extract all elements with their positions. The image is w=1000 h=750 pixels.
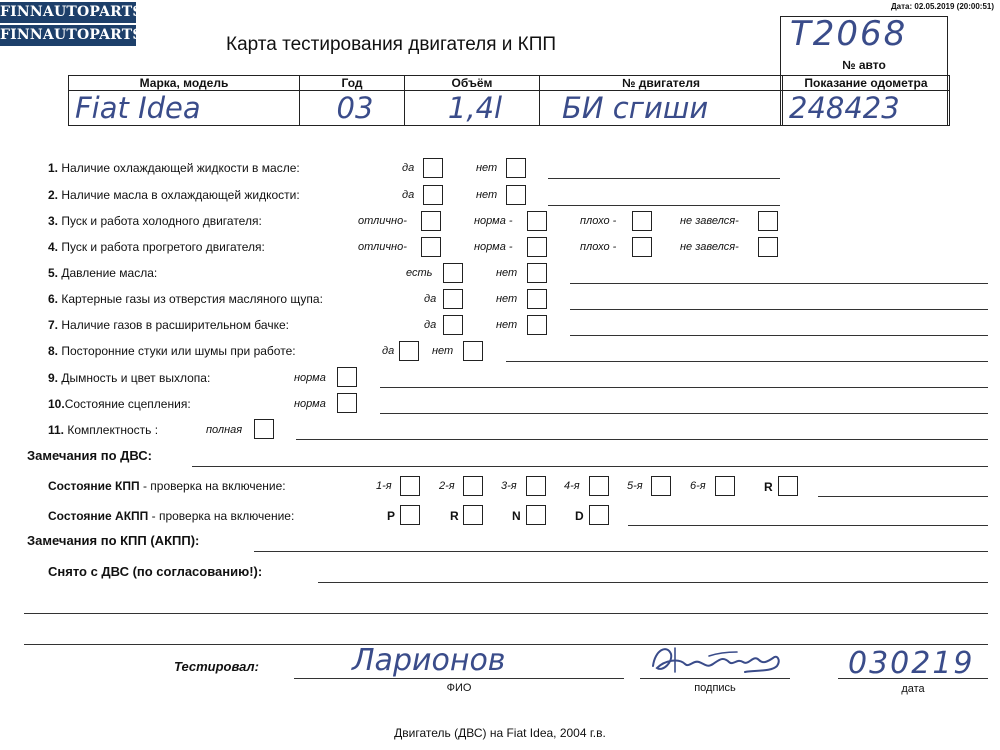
q7-yes-checkbox[interactable] [443,315,463,335]
kpp-gear-4-checkbox[interactable] [589,476,609,496]
col-odometer: Показание одометра [783,76,950,91]
date-line[interactable] [838,678,988,679]
q1-no-checkbox[interactable] [506,158,526,178]
col-engine-number: № двигателя [540,76,783,91]
q6-yes-label: да [424,293,437,305]
q11-complete-label: полная [206,424,243,436]
q4-normal-checkbox[interactable] [527,237,547,257]
q3-normal-label: норма - [474,215,513,227]
q5-no-label: нет [496,267,518,279]
kpp-gear-3-label: 3-я [501,480,517,492]
value-engine-number: БИ сгиши [540,91,783,126]
q1-notes-line[interactable] [548,178,780,179]
q5-no-checkbox[interactable] [527,263,547,283]
page-title: Карта тестирования двигателя и КПП [226,34,557,55]
q9-notes-line[interactable] [380,387,988,388]
q4-bad-checkbox[interactable] [632,237,652,257]
date-caption: дата [901,683,925,695]
tester-name-handwritten: Ларионов [352,643,506,678]
kpp-gear-1-checkbox[interactable] [400,476,420,496]
q2-yes-label: да [402,189,415,201]
vehicle-header-table [68,75,950,126]
q6-no-checkbox[interactable] [527,289,547,309]
question-9: 9. Дымность и цвет выхлопа: [48,371,211,385]
q2-notes-line[interactable] [548,205,780,206]
removed-line-1[interactable] [318,582,988,583]
akpp-mode-n-checkbox[interactable] [526,505,546,525]
fio-caption: ФИО [446,682,472,694]
signature-line[interactable] [640,678,790,679]
question-4: 4. Пуск и работа прогретого двигателя: [48,240,265,254]
q8-no-checkbox[interactable] [463,341,483,361]
kpp-gear-r-label: R [764,480,773,494]
removed-from-engine-label: Снято с ДВС (по согласованию!): [48,564,263,579]
signature-image [645,638,795,682]
kpp-gear-5-checkbox[interactable] [651,476,671,496]
question-10: 10.Состояние сцепления: [48,397,191,411]
q6-no-label: нет [496,293,518,305]
value-odometer: 248423 [783,91,950,126]
q4-bad-label: плохо - [580,241,617,253]
q1-no-label: нет [476,162,498,174]
akpp-check-label: Состояние АКПП - проверка на включение: [48,509,295,523]
value-year: 03 [300,91,405,126]
question-5: 5. Давление масла: [48,266,158,280]
value-volume: 1,4l [405,91,540,126]
question-2: 2. Наличие масла в охлаждающей жидкости: [48,188,300,202]
kpp-gear-1-label: 1-я [376,480,392,492]
kpp-gear-2-label: 2-я [439,480,455,492]
kpp-gear-3-checkbox[interactable] [526,476,546,496]
q7-notes-line[interactable] [570,335,988,336]
q4-excellent-label: отлично- [358,241,407,253]
q3-bad-checkbox[interactable] [632,211,652,231]
kpp-remarks-line[interactable] [254,551,988,552]
tester-name-line[interactable] [294,678,624,679]
q9-normal-label: норма [294,372,326,384]
q7-yes-label: да [424,319,437,331]
col-make-model: Марка, модель [69,76,300,91]
q4-not-started-checkbox[interactable] [758,237,778,257]
signature-caption: подпись [694,682,736,694]
q1-yes-label: да [402,162,415,174]
akpp-mode-p-checkbox[interactable] [400,505,420,525]
q3-not-started-checkbox[interactable] [758,211,778,231]
q11-complete-checkbox[interactable] [254,419,274,439]
question-1: 1. Наличие охлаждающей жидкости в масле: [48,161,300,175]
question-6: 6. Картерные газы из отверстия масляного щупа: [48,292,323,306]
akpp-mode-p-label: P [387,509,396,523]
q5-notes-line[interactable] [570,283,988,284]
kpp-gear-2-checkbox[interactable] [463,476,483,496]
q4-excellent-checkbox[interactable] [421,237,441,257]
removed-line-2[interactable] [24,613,988,614]
q7-no-checkbox[interactable] [527,315,547,335]
akpp-mode-r-checkbox[interactable] [463,505,483,525]
q10-normal-label: норма [294,398,326,410]
q8-notes-line[interactable] [506,361,988,362]
akpp-mode-d-checkbox[interactable] [589,505,609,525]
q3-normal-checkbox[interactable] [527,211,547,231]
akpp-mode-d-label: D [575,509,584,523]
q11-notes-line[interactable] [296,439,988,440]
kpp-gear-6-checkbox[interactable] [715,476,735,496]
engine-remarks-line[interactable] [192,466,988,467]
print-date: Дата: 02.05.2019 (20:00:51) [890,2,994,11]
brand-logo-secondary: FINNAUTOPARTS [0,25,136,46]
value-make-model: Fiat Idea [69,91,300,126]
image-caption: Двигатель (ДВС) на Fiat Idea, 2004 г.в. [394,726,606,740]
q10-normal-checkbox[interactable] [337,393,357,413]
kpp-gear-5-label: 5-я [627,480,643,492]
q2-yes-checkbox[interactable] [423,185,443,205]
col-volume: Объём [405,76,540,91]
q10-notes-line[interactable] [380,413,988,414]
akpp-mode-r-label: R [450,509,459,523]
q8-yes-label: да [382,345,395,357]
kpp-gear-r-checkbox[interactable] [778,476,798,496]
q3-bad-label: плохо - [580,215,617,227]
kpp-gear-4-label: 4-я [564,480,580,492]
q4-normal-label: норма - [474,241,513,253]
removed-line-3[interactable] [24,644,988,645]
q2-no-checkbox[interactable] [506,185,526,205]
akpp-mode-n-label: N [512,509,521,523]
auto-number-label: № авто [842,58,886,72]
q2-no-label: нет [476,189,498,201]
date-handwritten: 030219 [848,646,975,681]
q8-no-label: нет [432,345,454,357]
q5-present-label: есть [406,267,433,279]
q1-yes-checkbox[interactable] [423,158,443,178]
q3-excellent-label: отлично- [358,215,407,227]
kpp-gear-6-label: 6-я [690,480,706,492]
tested-by-label: Тестировал: [174,659,259,674]
engine-remarks-label: Замечания по ДВС: [27,448,152,463]
q4-not-started-label: не завелся- [680,241,739,253]
q8-yes-checkbox[interactable] [399,341,419,361]
q7-no-label: нет [496,319,518,331]
q3-not-started-label: не завелся- [680,215,739,227]
kpp-notes-line[interactable] [818,496,988,497]
question-11: 11. Комплектность : [48,423,159,437]
kpp-check-label: Состояние КПП - проверка на включение: [48,479,286,493]
question-7: 7. Наличие газов в расширительном бачке: [48,318,289,332]
q6-notes-line[interactable] [570,309,988,310]
q3-excellent-checkbox[interactable] [421,211,441,231]
q9-normal-checkbox[interactable] [337,367,357,387]
question-8: 8. Посторонние стуки или шумы при работе: [48,344,296,358]
brand-logo: FINNAUTOPARTS [0,2,136,23]
kpp-remarks-label: Замечания по КПП (АКПП): [27,533,200,548]
col-year: Год [300,76,405,91]
q6-yes-checkbox[interactable] [443,289,463,309]
akpp-notes-line[interactable] [628,525,988,526]
question-3: 3. Пуск и работа холодного двигателя: [48,214,262,228]
q5-present-checkbox[interactable] [443,263,463,283]
auto-number-handwritten: T2068 [790,14,908,54]
